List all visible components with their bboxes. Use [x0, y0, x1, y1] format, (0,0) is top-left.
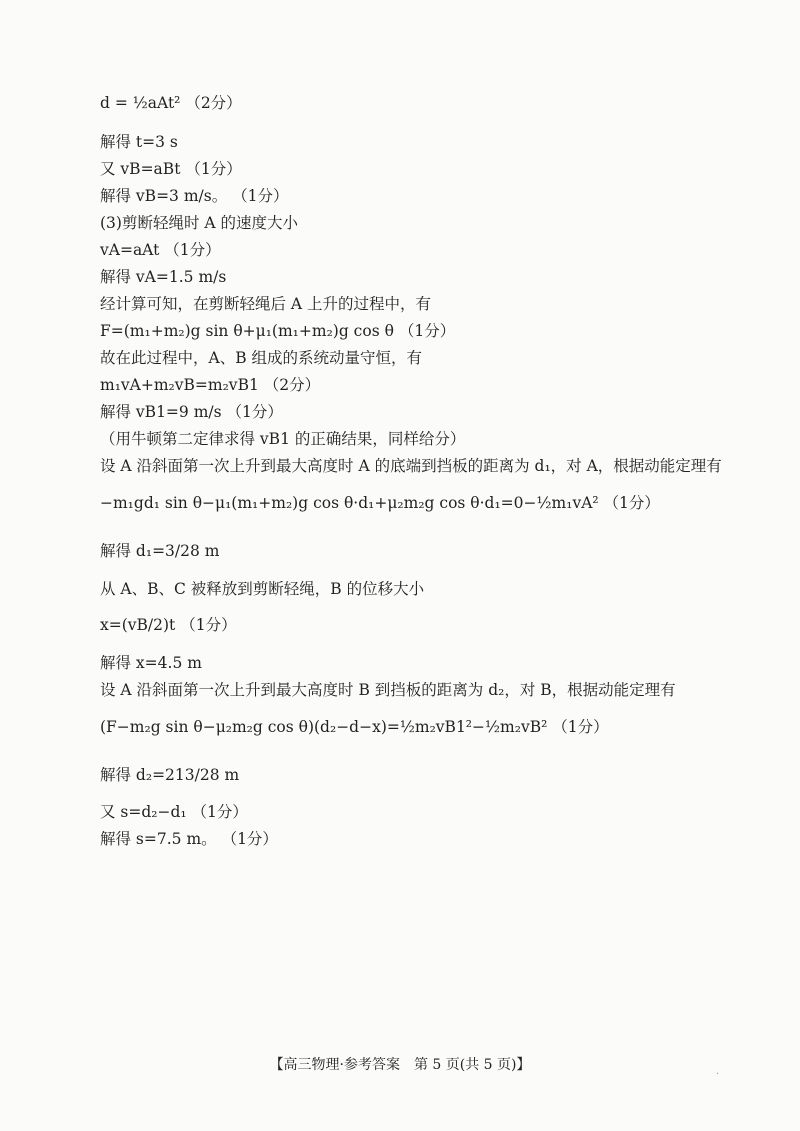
- line-l12: [100, 401, 283, 423]
- text-l17: 从 A、B、C 被释放到剪断轻绳，B 的位移大小: [100, 580, 425, 598]
- line-l16: [100, 540, 219, 562]
- text-l21: (F−m₂g sin θ−μ₂m₂g cos θ)(d₂−d−x)=½m₂vB1²−½m₂vB² （1分）: [100, 718, 609, 736]
- line-l02: [100, 131, 178, 153]
- line-l15: [100, 492, 660, 514]
- scan-dot: .: [716, 1066, 720, 1077]
- page-footer: 【高三物理·参考答案 第 5 页(共 5 页)】: [269, 1057, 531, 1073]
- text-l24: 解得 s=7.5 m。 （1分）: [100, 830, 278, 848]
- line-l22: [100, 764, 239, 786]
- text-l03: 又 vB=aBt （1分）: [100, 160, 242, 178]
- line-l03: [100, 158, 242, 180]
- line-l07: [100, 266, 226, 288]
- line-l23: [100, 801, 248, 823]
- line-l09: [100, 320, 455, 342]
- text-l09: F=(m₁+m₂)g sin θ+μ₁(m₁+m₂)g cos θ （1分）: [100, 322, 456, 340]
- line-l05: [100, 212, 298, 234]
- line-l10: [100, 347, 422, 369]
- line-l18: [100, 614, 237, 636]
- text-l18: x=(vB/2)t （1分）: [100, 616, 237, 634]
- text-l16: 解得 d₁=3/28 m: [100, 542, 220, 560]
- line-l19: [100, 652, 202, 674]
- text-l07: 解得 vA=1.5 m/s: [100, 268, 227, 286]
- text-l19: 解得 x=4.5 m: [100, 654, 202, 672]
- text-l08: 经计算可知，在剪断轻绳后 A 上升的过程中，有: [100, 295, 432, 313]
- line-l13: [100, 428, 465, 450]
- text-l04: 解得 vB=3 m/s。 （1分）: [100, 187, 289, 205]
- line-l04: [100, 185, 289, 207]
- text-l13: （用牛顿第二定律求得 vB1 的正确结果，同样给分）: [100, 430, 466, 448]
- text-l06: vA=aAt （1分）: [100, 241, 221, 259]
- line-l21: [100, 716, 609, 738]
- line-l08: [100, 293, 431, 315]
- text-l10: 故在此过程中，A、B 组成的系统动量守恒，有: [100, 349, 423, 367]
- line-l14: [100, 455, 722, 477]
- line-l24: [100, 828, 278, 850]
- text-l20: 设 A 沿斜面第一次上升到最大高度时 B 到挡板的距离为 d₂，对 B，根据动能定理有: [100, 681, 676, 699]
- text-l05: (3)剪断轻绳时 A 的速度大小: [100, 214, 299, 232]
- line-l11: [100, 374, 320, 396]
- text-l01: d = ½aAt² （2分）: [100, 94, 242, 112]
- line-l06: [100, 239, 221, 261]
- line-l01: [100, 92, 242, 114]
- line-l17: [100, 578, 424, 600]
- text-l11: m₁vA+m₂vB=m₂vB1 （2分）: [100, 376, 321, 394]
- text-l02: 解得 t=3 s: [100, 133, 178, 151]
- text-l12: 解得 vB1=9 m/s （1分）: [100, 403, 283, 421]
- text-l15: −m₁gd₁ sin θ−μ₁(m₁+m₂)g cos θ·d₁+μ₂m₂g cos θ·d₁=0−½m₁vA² （1分）: [100, 494, 660, 512]
- text-l14: 设 A 沿斜面第一次上升到最大高度时 A 的底端到挡板的距离为 d₁，对 A，根据动能定理有: [100, 457, 722, 475]
- text-l23: 又 s=d₂−d₁ （1分）: [100, 803, 248, 821]
- line-l20: [100, 679, 676, 701]
- text-l22: 解得 d₂=213/28 m: [100, 766, 240, 784]
